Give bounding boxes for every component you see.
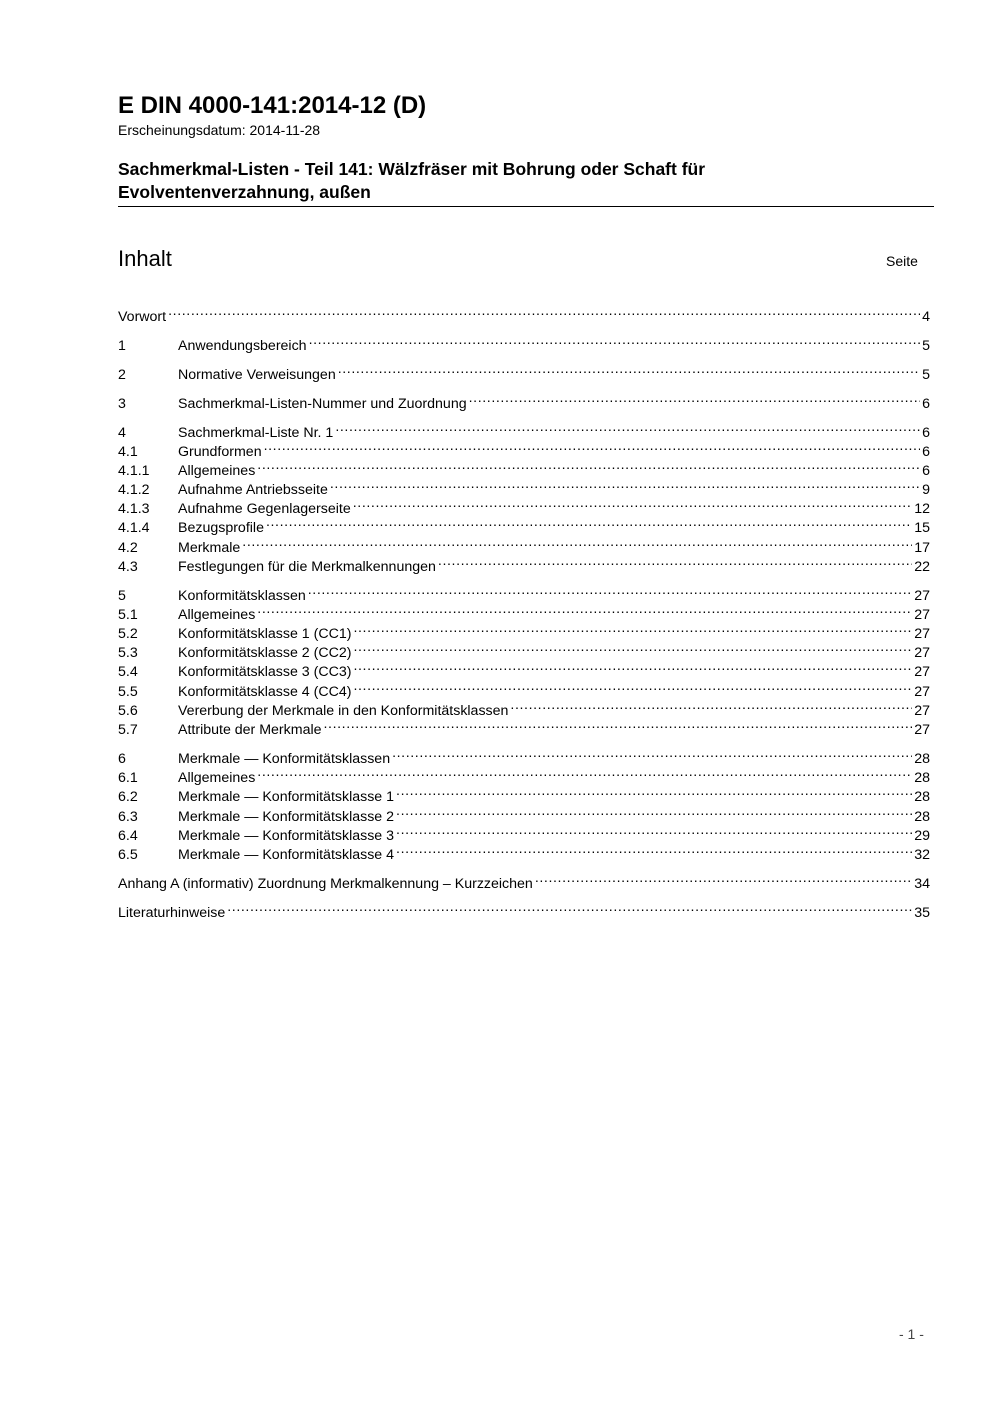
toc-entry-page: 6	[922, 425, 930, 441]
toc-entry-label: Aufnahme Gegenlagerseite	[178, 501, 351, 517]
toc-entry-page: 5	[922, 367, 930, 383]
toc-entry-number: 5.1	[118, 607, 138, 623]
toc-page-column-label: Seite	[886, 253, 918, 269]
toc-entry-page: 35	[914, 905, 930, 921]
toc-entry-label: Anhang A (informativ) Zuordnung Merkmalkennung – Kurzzeichen	[118, 876, 533, 892]
toc-leader	[257, 763, 912, 782]
toc-entry[interactable]	[118, 638, 930, 661]
document-number: E DIN 4000-141:2014-12 (D)	[118, 92, 427, 119]
toc-entry-number: 5.2	[118, 626, 138, 642]
toc-leader	[338, 360, 920, 379]
toc-entry[interactable]	[118, 331, 930, 354]
document-title	[118, 158, 918, 204]
toc-entry[interactable]	[118, 840, 930, 863]
toc-entry[interactable]	[118, 437, 930, 460]
toc-entry-number: 5.7	[118, 722, 138, 738]
toc-entry-page: 27	[914, 626, 930, 642]
toc-leader	[308, 581, 912, 600]
toc-entry-page: 27	[914, 703, 930, 719]
toc-entry-page: 32	[914, 847, 930, 863]
toc-entry-page: 29	[914, 828, 930, 844]
toc-entry-page: 34	[914, 876, 930, 892]
toc-leader	[257, 600, 912, 619]
toc-entry-label: Merkmale — Konformitätsklasse 2	[178, 809, 395, 825]
toc-leader	[535, 869, 912, 888]
toc-entry-page: 12	[914, 501, 930, 517]
toc-entry-page: 27	[914, 607, 930, 623]
toc-entry[interactable]	[118, 360, 930, 383]
toc-entry-number: 5.6	[118, 703, 138, 719]
toc-entry-label: Vorwort	[118, 309, 167, 325]
toc-entry[interactable]	[118, 782, 930, 805]
toc-entry-page: 17	[914, 540, 930, 556]
toc-entry[interactable]	[118, 389, 930, 412]
toc-leader	[353, 619, 912, 638]
toc-leader	[242, 533, 912, 552]
toc-entry-label: Merkmale	[178, 540, 241, 556]
publication-date: Erscheinungsdatum: 2014-11-28	[118, 122, 321, 138]
toc-entry-label: Konformitätsklasse 3 (CC3)	[178, 664, 352, 680]
toc-entry-number: 4.2	[118, 540, 138, 556]
toc-entry-number: 5.3	[118, 645, 138, 661]
toc-entry-page: 9	[922, 482, 930, 498]
toc-entry-label: Konformitätsklasse 1 (CC1)	[178, 626, 352, 642]
toc-entry[interactable]	[118, 744, 930, 767]
toc-entry-page: 28	[914, 809, 930, 825]
toc-entry-number: 4.3	[118, 559, 138, 575]
toc-leader	[264, 437, 921, 456]
toc-entry[interactable]	[118, 494, 930, 517]
toc-entry-label: Grundformen	[178, 444, 262, 460]
toc-entry-label: Aufnahme Antriebsseite	[178, 482, 328, 498]
toc-leader	[469, 389, 921, 408]
toc-entry-page: 4	[922, 309, 930, 325]
toc-entry-label: Merkmale — Konformitätsklasse 3	[178, 828, 395, 844]
toc-heading: Inhalt	[118, 246, 172, 271]
toc-entry[interactable]	[118, 898, 930, 921]
title-divider	[118, 206, 934, 207]
toc-entry-label: Merkmale — Konformitätsklasse 4	[178, 847, 395, 863]
toc-entry-page: 27	[914, 722, 930, 738]
toc-entry-number: 4.1.4	[118, 520, 150, 536]
toc-entry-number: 5.4	[118, 664, 138, 680]
toc-leader	[396, 840, 912, 859]
toc-leader	[335, 418, 920, 437]
toc-entry-page: 6	[922, 463, 930, 479]
toc-entry-number: 4.1	[118, 444, 138, 460]
toc-entry-label: Anwendungsbereich	[178, 338, 307, 354]
toc-leader	[396, 782, 912, 801]
toc-entry-number: 6.1	[118, 770, 138, 786]
toc-entry-label: Normative Verweisungen	[178, 367, 336, 383]
toc-leader	[396, 821, 912, 840]
toc-leader	[353, 677, 912, 696]
toc-entry-number: 3	[118, 396, 126, 412]
toc-entry[interactable]	[118, 456, 930, 479]
toc-entry-label: Vererbung der Merkmale in den Konformitätsklassen	[178, 703, 509, 719]
toc-leader	[353, 494, 912, 513]
toc-entry[interactable]	[118, 715, 930, 738]
toc-leader	[510, 696, 912, 715]
toc-leader	[438, 552, 912, 571]
toc-entry-label: Merkmale — Konformitätsklassen	[178, 751, 391, 767]
toc-entry[interactable]	[118, 475, 930, 498]
toc-entry-page: 15	[914, 520, 930, 536]
toc-leader	[168, 302, 920, 321]
toc-entry-page: 5	[922, 338, 930, 354]
toc-entry-number: 6.3	[118, 809, 138, 825]
toc-entry-page: 6	[922, 444, 930, 460]
toc-leader	[266, 513, 912, 532]
toc-entry-number: 2	[118, 367, 126, 383]
page-number: - 1 -	[899, 1326, 924, 1342]
toc-entry[interactable]	[118, 657, 930, 680]
toc-entry[interactable]	[118, 821, 930, 844]
toc-leader	[392, 744, 912, 763]
toc-leader	[353, 638, 912, 657]
toc-entry-label: Bezugsprofile	[178, 520, 264, 536]
toc-entry-number: 6.4	[118, 828, 138, 844]
toc-entry-label: Allgemeines	[178, 607, 256, 623]
toc-entry-page: 28	[914, 770, 930, 786]
toc-entry-number: 6.2	[118, 789, 138, 805]
toc-entry-label: Konformitätsklasse 2 (CC2)	[178, 645, 352, 661]
toc-entry-label: Attribute der Merkmale	[178, 722, 322, 738]
toc-entry[interactable]	[118, 533, 930, 556]
toc-entry-page: 27	[914, 664, 930, 680]
toc-leader	[309, 331, 921, 350]
toc-entry-page: 28	[914, 751, 930, 767]
toc-entry-page: 22	[914, 559, 930, 575]
toc-entry-number: 4.1.2	[118, 482, 150, 498]
toc-entry-page: 27	[914, 684, 930, 700]
toc-entry-label: Allgemeines	[178, 770, 256, 786]
toc-entry-page: 27	[914, 645, 930, 661]
toc-entry-page: 28	[914, 789, 930, 805]
document-title-line-2: Evolventenverzahnung, außen	[118, 182, 371, 202]
toc-leader	[324, 715, 913, 734]
toc-entry-label: Sachmerkmal-Liste Nr. 1	[178, 425, 334, 441]
toc-entry-label: Literaturhinweise	[118, 905, 226, 921]
toc-entry-number: 4.1.3	[118, 501, 150, 517]
toc-leader	[330, 475, 920, 494]
toc-entry-number: 4.1.1	[118, 463, 150, 479]
toc-entry-number: 1	[118, 338, 126, 354]
toc-leader	[396, 802, 912, 821]
toc-entry-label: Konformitätsklasse 4 (CC4)	[178, 684, 352, 700]
toc-entry[interactable]	[118, 869, 930, 892]
toc-entry-page: 27	[914, 588, 930, 604]
toc-entry[interactable]	[118, 763, 930, 786]
toc-leader	[227, 898, 912, 917]
toc-entry[interactable]	[118, 600, 930, 623]
toc-entry-label: Festlegungen für die Merkmalkennungen	[178, 559, 436, 575]
toc-entry[interactable]	[118, 581, 930, 604]
toc-entry[interactable]	[118, 418, 930, 441]
toc-entry[interactable]	[118, 619, 930, 642]
toc-entry-number: 5	[118, 588, 126, 604]
toc-leader	[353, 657, 912, 676]
toc-entry[interactable]	[118, 677, 930, 700]
toc-entry-label: Merkmale — Konformitätsklasse 1	[178, 789, 395, 805]
toc-entry[interactable]	[118, 302, 930, 325]
toc-entry[interactable]	[118, 802, 930, 825]
toc-leader	[257, 456, 920, 475]
toc-entry-number: 4	[118, 425, 126, 441]
toc-entry[interactable]	[118, 552, 930, 575]
toc-entry-label: Konformitätsklassen	[178, 588, 306, 604]
toc-entry[interactable]	[118, 696, 930, 719]
toc-entry-number: 6	[118, 751, 126, 767]
document-title-line-1: Sachmerkmal-Listen - Teil 141: Wälzfräser mit Bohrung oder Schaft für	[118, 159, 706, 179]
toc-entry-label: Allgemeines	[178, 463, 256, 479]
toc-entry[interactable]	[118, 513, 930, 536]
toc-entry-label: Sachmerkmal-Listen-Nummer und Zuordnung	[178, 396, 467, 412]
toc-entry-page: 6	[922, 396, 930, 412]
toc-entry-number: 5.5	[118, 684, 138, 700]
toc-entry-number: 6.5	[118, 847, 138, 863]
